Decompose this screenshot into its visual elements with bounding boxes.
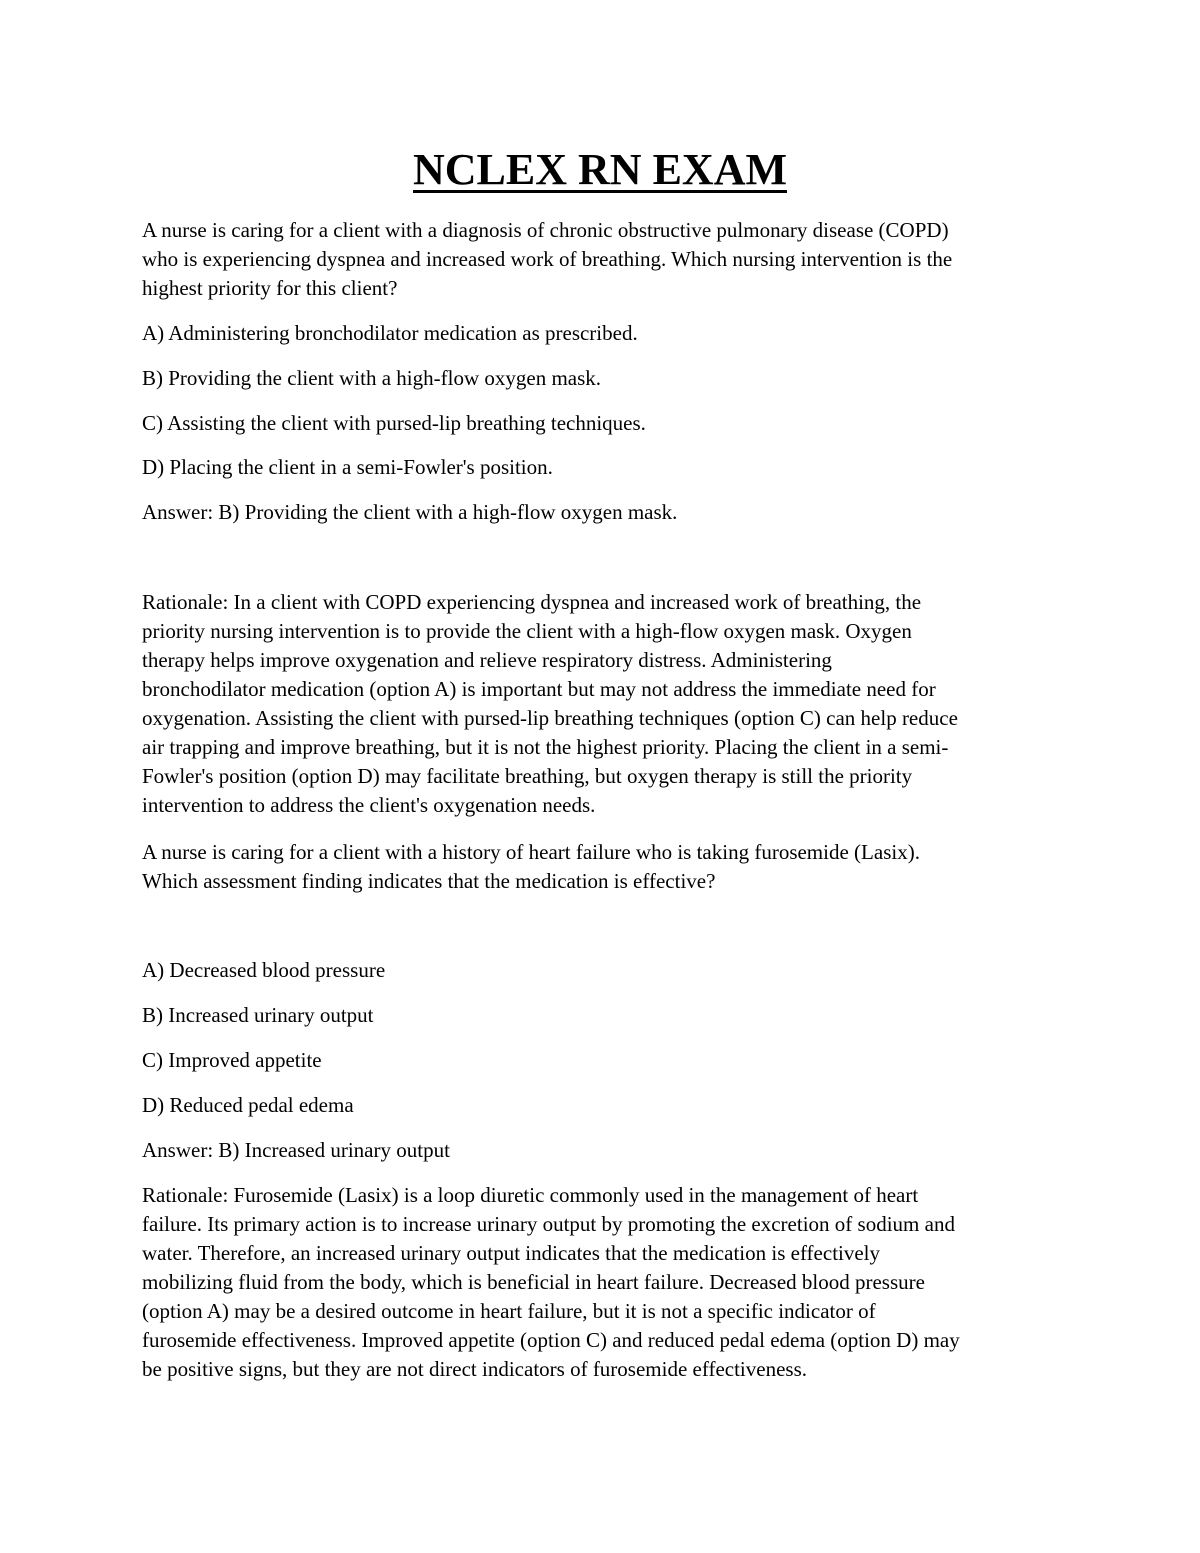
page-title: NCLEX RN EXAM bbox=[413, 145, 787, 194]
text-line: Fowler's position (option D) may facilitate breathing, but oxygen therapy is still the priority bbox=[142, 764, 913, 788]
text-line: who is experiencing dyspnea and increased work of breathing. Which nursing intervention is the bbox=[142, 247, 953, 271]
question-2-option-b: B) Increased urinary output bbox=[142, 1003, 374, 1027]
text-line: A nurse is caring for a client with a diagnosis of chronic obstructive pulmonary disease (COPD) bbox=[142, 218, 949, 242]
text-line: Which assessment finding indicates that the medication is effective? bbox=[142, 869, 716, 893]
question-2-stem bbox=[142, 838, 1062, 896]
text-line: priority nursing intervention is to provide the client with a high-flow oxygen mask. Oxygen bbox=[142, 619, 912, 643]
question-2-option-a: A) Decreased blood pressure bbox=[142, 958, 386, 982]
text-line: mobilizing fluid from the body, which is beneficial in heart failure. Decreased blood pressure bbox=[142, 1270, 925, 1294]
question-2-option-d: D) Reduced pedal edema bbox=[142, 1093, 354, 1117]
text-line: be positive signs, but they are not direct indicators of furosemide effectiveness. bbox=[142, 1357, 808, 1381]
question-2-answer: Answer: B) Increased urinary output bbox=[142, 1138, 450, 1162]
text-line: oxygenation. Assisting the client with pursed-lip breathing techniques (option C) can help reduce bbox=[142, 706, 958, 730]
question-1-rationale bbox=[142, 588, 1062, 820]
text-line: intervention to address the client's oxygenation needs. bbox=[142, 793, 596, 817]
text-line: furosemide effectiveness. Improved appetite (option C) and reduced pedal edema (option D) may bbox=[142, 1328, 960, 1352]
question-2-option-c: C) Improved appetite bbox=[142, 1048, 322, 1072]
text-line: therapy helps improve oxygenation and relieve respiratory distress. Administering bbox=[142, 648, 832, 672]
question-1-option-c: C) Assisting the client with pursed-lip breathing techniques. bbox=[142, 411, 646, 435]
question-1-stem bbox=[142, 216, 1062, 303]
text-line: Rationale: Furosemide (Lasix) is a loop diuretic commonly used in the management of heart bbox=[142, 1183, 919, 1207]
text-line: failure. Its primary action is to increase urinary output by promoting the excretion of sodium and bbox=[142, 1212, 955, 1236]
text-line: (option A) may be a desired outcome in heart failure, but it is not a specific indicator of bbox=[142, 1299, 876, 1323]
question-1-option-d: D) Placing the client in a semi-Fowler's position. bbox=[142, 455, 553, 479]
text-line: water. Therefore, an increased urinary output indicates that the medication is effectively bbox=[142, 1241, 881, 1265]
text-line: highest priority for this client? bbox=[142, 276, 398, 300]
text-line: bronchodilator medication (option A) is important but may not address the immediate need for bbox=[142, 677, 936, 701]
text-line: Rationale: In a client with COPD experiencing dyspnea and increased work of breathing, the bbox=[142, 590, 922, 614]
question-1-option-a: A) Administering bronchodilator medication as prescribed. bbox=[142, 321, 638, 345]
text-line: A nurse is caring for a client with a history of heart failure who is taking furosemide (Lasix). bbox=[142, 840, 920, 864]
question-1-option-b: B) Providing the client with a high-flow oxygen mask. bbox=[142, 366, 602, 390]
question-1-answer: Answer: B) Providing the client with a high-flow oxygen mask. bbox=[142, 500, 678, 524]
text-line: air trapping and improve breathing, but it is not the highest priority. Placing the client in a semi- bbox=[142, 735, 949, 759]
question-2-rationale bbox=[142, 1181, 1062, 1384]
